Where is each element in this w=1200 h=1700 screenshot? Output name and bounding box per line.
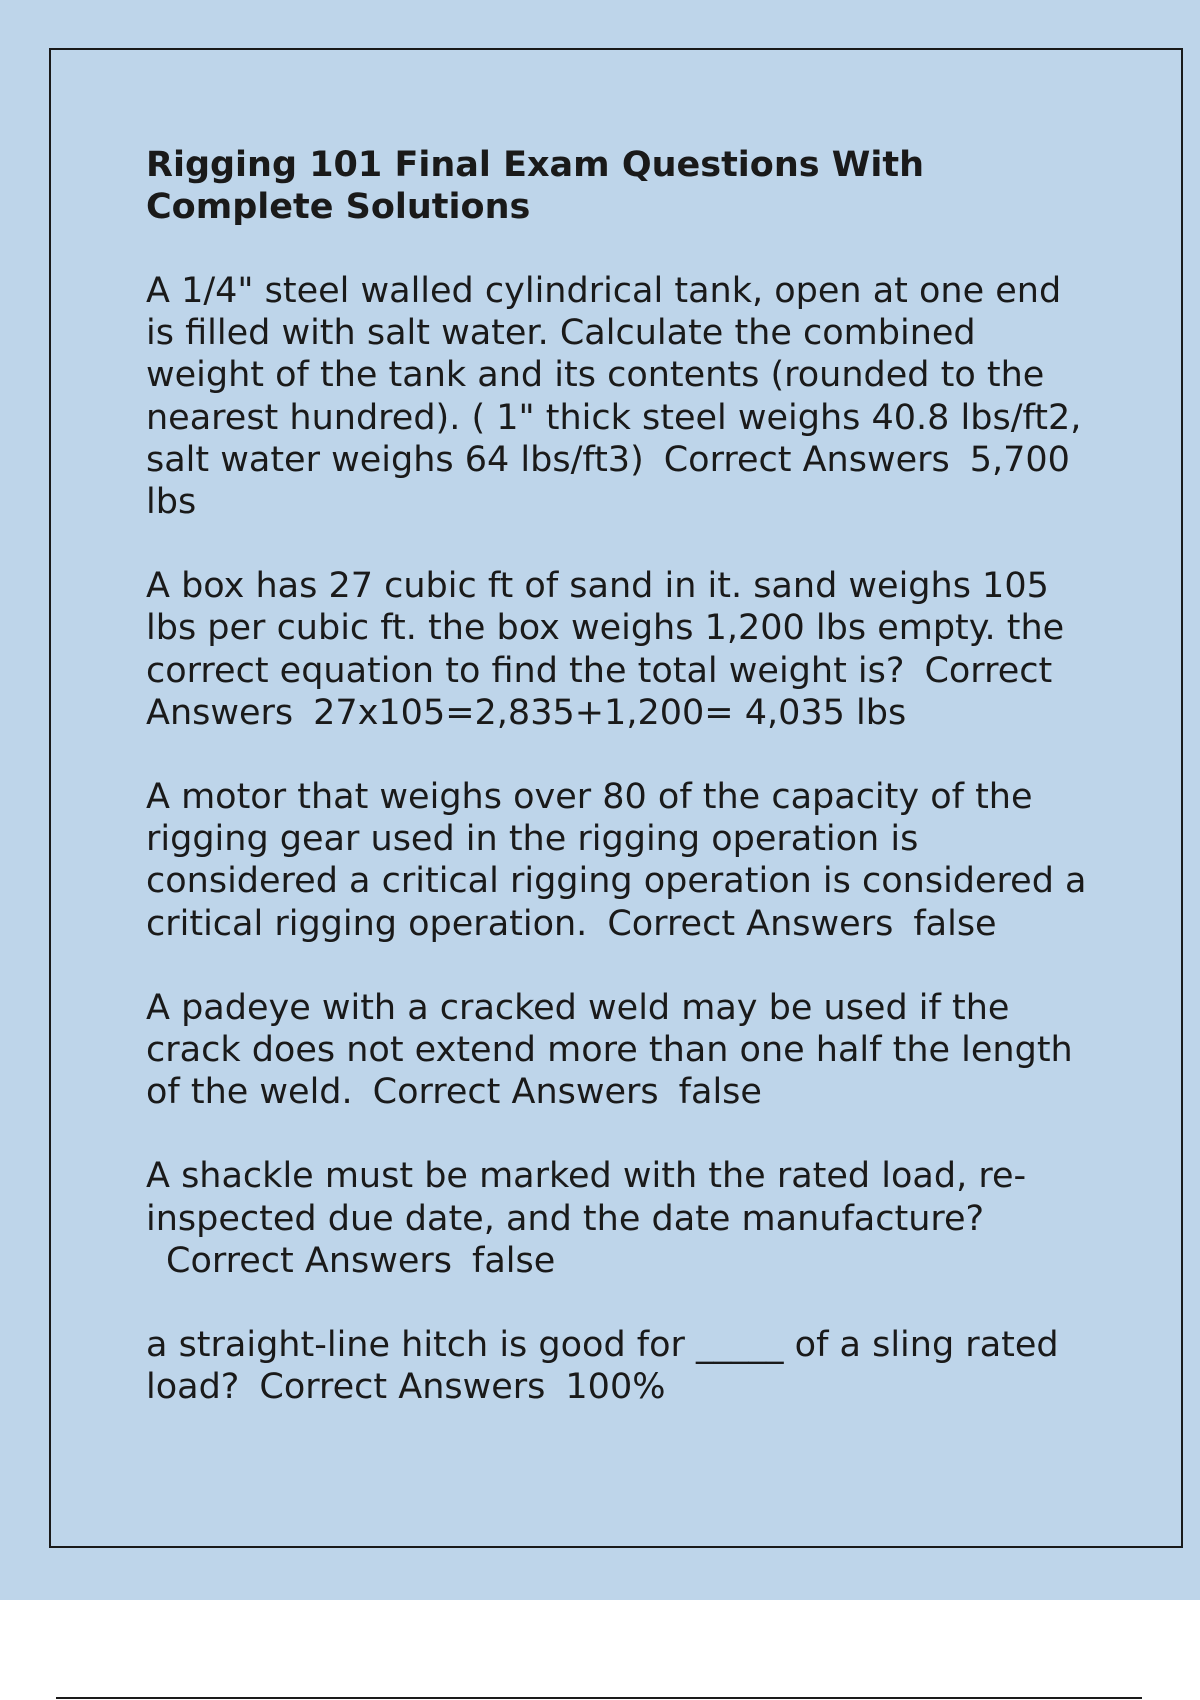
answer-value: false [678, 1072, 762, 1113]
answer-label: Correct Answers [166, 1240, 453, 1281]
question-text: a straight-line hitch is good for _____ of a sling rated load? [146, 1325, 1059, 1408]
qa-item-5 [146, 1155, 1096, 1282]
answer-label: Correct Answers [607, 903, 894, 944]
qa-item-2 [146, 565, 1096, 734]
question-text: A 1/4" steel walled cylindrical tank, open at one end is filled with salt water. Calculate the combined weight of the tank and its contents (rounded to the nearest hundred). ( 1" thick steel weighs 40.8 lbs/ft2, salt water weighs 64 lbs/ft3) [146, 271, 1082, 480]
answer-value: false [472, 1240, 556, 1281]
qa-item-6 [146, 1324, 1096, 1408]
answer-value: 5,700 lbs [146, 439, 1070, 523]
answer-label: Correct Answers [259, 1367, 546, 1408]
bottom-divider [56, 1697, 1142, 1699]
question-text: A box has 27 cubic ft of sand in it. sand weighs 105 lbs per cubic ft. the box weighs 1,200 lbs empty. the correct equation to find the total weight is? [146, 566, 1065, 691]
question-text: A padeye with a cracked weld may be used if the crack does not extend more than one half the length of the weld. [146, 987, 1073, 1113]
document-content [146, 144, 1096, 1450]
answer-value: 100% [565, 1367, 666, 1408]
answer-value: false [913, 903, 997, 944]
answer-label: Correct Answers [372, 1072, 659, 1113]
question-text: A shackle must be marked with the rated load, re-inspected due date, and the date manufacture? [146, 1156, 1027, 1239]
document-title: Rigging 101 Final Exam Questions With Complete Solutions [146, 145, 925, 227]
answer-label: Correct Answers [663, 439, 950, 480]
qa-item-3 [146, 776, 1096, 945]
answer-value: 27x105=2,835+1,200= 4,035 lbs [313, 692, 907, 733]
qa-item-1 [146, 270, 1096, 523]
question-text: A motor that weighs over 80 of the capacity of the rigging gear used in the rigging operation is considered a critical rigging operation is considered a critical rigging operation. [146, 777, 1087, 944]
qa-item-4 [146, 987, 1096, 1114]
answer-label: Correct Answers [146, 650, 1053, 733]
